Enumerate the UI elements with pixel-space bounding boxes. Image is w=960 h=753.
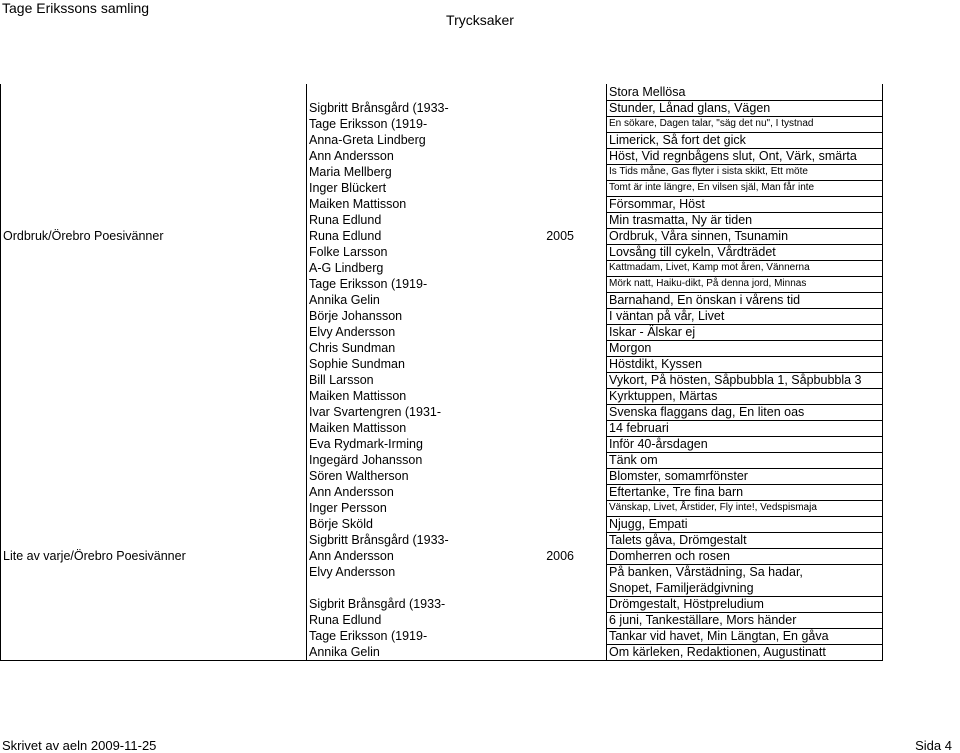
titles-cell: 6 juni, Tankeställare, Mors händer <box>609 613 797 627</box>
table-row <box>0 164 960 180</box>
titles-cell: En sökare, Dagen talar, "säg det nu", I tystnad <box>609 118 814 129</box>
author-cell: Elvy Andersson <box>309 565 396 579</box>
year-cell: 2005 <box>546 229 574 243</box>
titles-cell: Ordbruk, Våra sinnen, Tsunamin <box>609 229 789 243</box>
table-row <box>0 532 960 548</box>
title-row-divider <box>606 164 882 165</box>
titles-cell: Min trasmatta, Ny är tiden <box>609 213 753 227</box>
publication-cell: Lite av varje/Örebro Poesivänner <box>3 549 186 563</box>
table-row <box>0 180 960 196</box>
table-row <box>0 196 960 212</box>
table-row <box>0 212 960 228</box>
title-row-divider <box>606 548 882 549</box>
titles-cell: Morgon <box>609 341 652 355</box>
table-row <box>0 484 960 500</box>
titles-cell: Is Tids måne, Gas flyter i sista skikt, Ett möte <box>609 166 808 177</box>
title-row-divider <box>606 436 882 437</box>
catalog-table <box>0 84 960 661</box>
titles-cell: Höst, Vid regnbågens slut, Ont, Värk, smärta <box>609 149 857 163</box>
author-cell: Eva Rydmark-Irming <box>309 437 423 451</box>
author-cell: Sigbrit Brånsgård (1933- <box>309 597 446 611</box>
titles-cell: Vykort, På hösten, Såpbubbla 1, Såpbubbla 3 <box>609 373 862 387</box>
table-row <box>0 580 960 596</box>
author-cell: Sigbritt Brånsgård (1933- <box>309 533 449 547</box>
title-row-divider <box>606 404 882 405</box>
titles-cell: Mörk natt, Haiku-dikt, På denna jord, Minnas <box>609 278 807 289</box>
table-row <box>0 116 960 132</box>
title-row-divider <box>606 116 882 117</box>
title-row-divider <box>606 452 882 453</box>
title-row-divider <box>606 532 882 533</box>
title-row-divider <box>606 356 882 357</box>
title-row-divider <box>606 308 882 309</box>
table-row <box>0 148 960 164</box>
table-row <box>0 324 960 340</box>
author-cell: Maiken Mattisson <box>309 389 407 403</box>
table-row <box>0 84 960 100</box>
titles-cell: Domherren och rosen <box>609 549 730 563</box>
author-cell: Runa Edlund <box>309 613 382 627</box>
title-row-divider <box>606 372 882 373</box>
title-row-divider <box>606 644 882 645</box>
table-row <box>0 228 960 244</box>
table-row <box>0 340 960 356</box>
titles-cell: Blomster, somamrfönster <box>609 469 748 483</box>
titles-cell: Inför 40-årsdagen <box>609 437 708 451</box>
author-cell: Anna-Greta Lindberg <box>309 133 426 147</box>
titles-cell: Barnahand, En önskan i vårens tid <box>609 293 801 307</box>
author-cell: Tage Eriksson (1919- <box>309 277 428 291</box>
author-cell: Tage Eriksson (1919- <box>309 117 428 131</box>
author-cell: Annika Gelin <box>309 645 380 659</box>
titles-cell: Talets gåva, Drömgestalt <box>609 533 747 547</box>
table-row <box>0 452 960 468</box>
title-row-divider <box>606 196 882 197</box>
title-row-divider <box>606 324 882 325</box>
author-cell: Ivar Svartengren (1931- <box>309 405 442 419</box>
table-row <box>0 292 960 308</box>
author-cell: Elvy Andersson <box>309 325 396 339</box>
title-row-divider <box>606 100 882 101</box>
author-cell: Maiken Mattisson <box>309 421 407 435</box>
author-cell: A-G Lindberg <box>309 261 384 275</box>
author-cell: Inger Persson <box>309 501 387 515</box>
author-cell: Maiken Mattisson <box>309 197 407 211</box>
title-row-divider <box>606 420 882 421</box>
author-cell: Tage Eriksson (1919- <box>309 629 428 643</box>
author-cell: Folke Larsson <box>309 245 388 259</box>
titles-cell: Stunder, Lånad glans, Vägen <box>609 101 771 115</box>
table-row <box>0 644 960 660</box>
titles-cell: Njugg, Empati <box>609 517 688 531</box>
title-row-divider <box>606 148 882 149</box>
author-cell: Inger Blückert <box>309 181 387 195</box>
titles-cell: Snopet, Familjerädgivning <box>609 581 754 595</box>
title-row-divider <box>606 612 882 613</box>
table-bottom-left <box>0 660 306 661</box>
title-row-divider <box>606 276 882 277</box>
titles-cell: Om kärleken, Redaktionen, Augustinatt <box>609 645 826 659</box>
titles-cell: Svenska flaggans dag, En liten oas <box>609 405 805 419</box>
titles-cell: Lovsång till cykeln, Vårdträdet <box>609 245 776 259</box>
title-row-divider <box>606 388 882 389</box>
table-row <box>0 100 960 116</box>
titles-cell: Iskar - Älskar ej <box>609 325 696 339</box>
table-row <box>0 468 960 484</box>
title-row-divider <box>606 260 882 261</box>
table-row <box>0 356 960 372</box>
table-row <box>0 564 960 580</box>
title-row-divider <box>606 468 882 469</box>
publication-cell: Ordbruk/Örebro Poesivänner <box>3 229 164 243</box>
footer-author-date: Skrivet av aeln 2009-11-25 <box>2 738 157 753</box>
titles-cell: Försommar, Höst <box>609 197 705 211</box>
author-cell: Ann Andersson <box>309 485 394 499</box>
titles-cell: Kattmadam, Livet, Kamp mot åren, Vännerna <box>609 262 810 273</box>
table-row <box>0 388 960 404</box>
table-row <box>0 260 960 276</box>
table-row <box>0 500 960 516</box>
page-title: Trycksaker <box>446 12 514 28</box>
table-row <box>0 628 960 644</box>
table-row <box>0 132 960 148</box>
titles-cell: I väntan på vår, Livet <box>609 309 725 323</box>
table-row <box>0 372 960 388</box>
title-row-divider <box>606 292 882 293</box>
titles-cell: Tankar vid havet, Min Längtan, En gåva <box>609 629 829 643</box>
table-row <box>0 404 960 420</box>
title-row-divider <box>606 564 882 565</box>
title-row-divider <box>606 500 882 501</box>
author-cell: Sören Waltherson <box>309 469 409 483</box>
author-cell: Runa Edlund <box>309 213 382 227</box>
author-cell: Börje Johansson <box>309 309 403 323</box>
title-row-divider <box>606 484 882 485</box>
table-row <box>0 420 960 436</box>
footer-page-number: Sida 4 <box>915 738 952 753</box>
table-bottom-right <box>306 660 882 661</box>
author-cell: Chris Sundman <box>309 341 396 355</box>
title-row-divider <box>606 212 882 213</box>
titles-cell: Höstdikt, Kyssen <box>609 357 703 371</box>
title-row-divider <box>606 628 882 629</box>
author-cell: Sophie Sundman <box>309 357 405 371</box>
titles-cell: Tomt är inte längre, En vilsen själ, Man får inte <box>609 182 815 193</box>
table-row <box>0 548 960 564</box>
author-cell: Annika Gelin <box>309 293 380 307</box>
titles-cell: Kyrktuppen, Märtas <box>609 389 718 403</box>
titles-cell: Tänk om <box>609 453 658 467</box>
title-row-divider <box>606 516 882 517</box>
author-cell: Sigbritt Brånsgård (1933- <box>309 101 449 115</box>
title-row-divider <box>606 132 882 133</box>
titles-cell: 14 februari <box>609 421 669 435</box>
table-row <box>0 612 960 628</box>
year-cell: 2006 <box>546 549 574 563</box>
title-row-divider <box>606 244 882 245</box>
author-cell: Ingegärd Johansson <box>309 453 423 467</box>
titles-cell: På banken, Vårstädning, Sa hadar, <box>609 565 803 579</box>
author-cell: Ann Andersson <box>309 149 394 163</box>
author-cell: Ann Andersson <box>309 549 394 563</box>
table-row <box>0 276 960 292</box>
table-row <box>0 516 960 532</box>
titles-cell: Vänskap, Livet, Årstider, Fly inte!, Vedspismaja <box>609 502 817 513</box>
author-cell: Börje Sköld <box>309 517 373 531</box>
titles-cell: Eftertanke, Tre fina barn <box>609 485 744 499</box>
title-row-divider <box>606 340 882 341</box>
author-cell: Maria Mellberg <box>309 165 392 179</box>
author-cell: Bill Larsson <box>309 373 374 387</box>
titles-cell: Limerick, Så fort det gick <box>609 133 746 147</box>
title-row-divider <box>606 228 882 229</box>
titles-cell: Stora Mellösa <box>609 85 686 99</box>
title-row-divider <box>606 180 882 181</box>
titles-cell: Drömgestalt, Höstpreludium <box>609 597 764 611</box>
table-row <box>0 308 960 324</box>
collection-title: Tage Erikssons samling <box>2 0 150 16</box>
title-row-divider <box>606 596 882 597</box>
table-row <box>0 244 960 260</box>
table-row <box>0 596 960 612</box>
table-row <box>0 436 960 452</box>
author-cell: Runa Edlund <box>309 229 382 243</box>
